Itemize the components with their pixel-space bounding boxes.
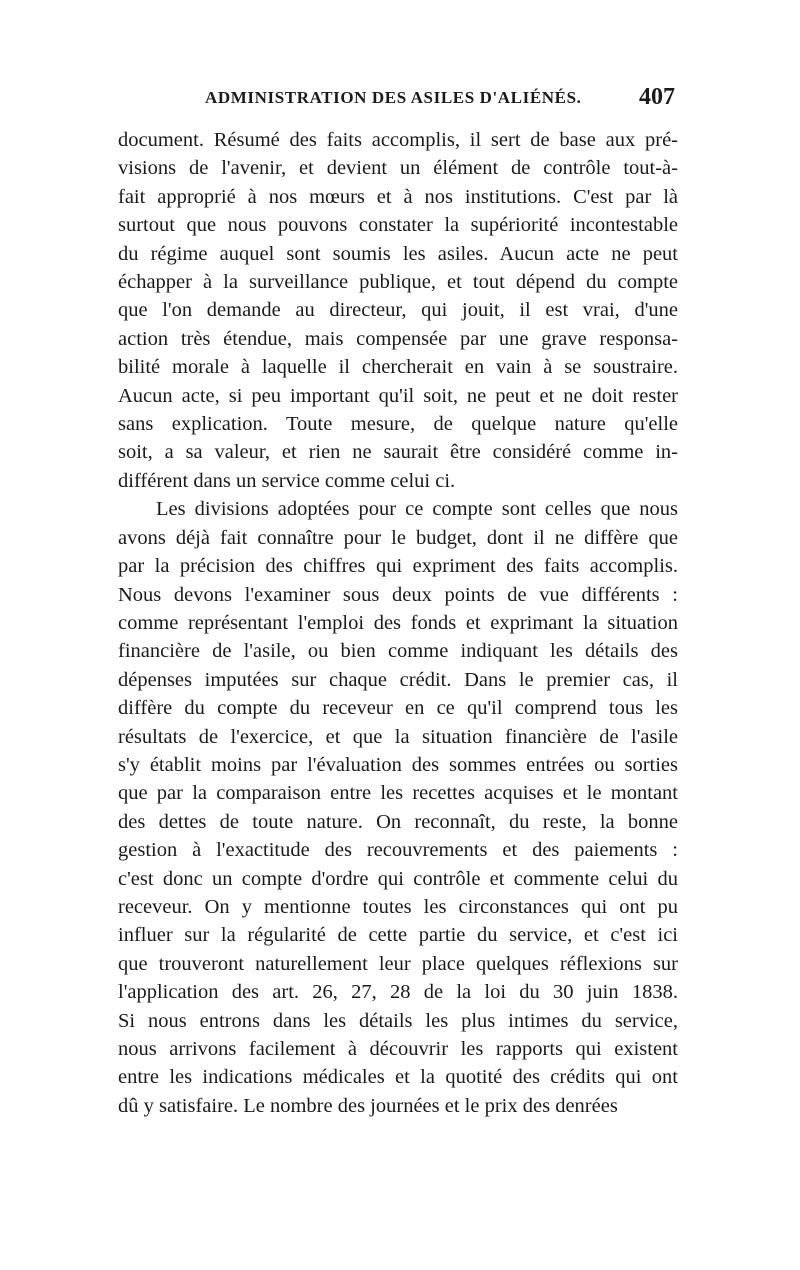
text-line: dû y satisfaire. Le nombre des journées et le prix des denrées — [118, 1094, 618, 1117]
text-line: l'application des art. 26, 27, 28 de la loi du 30 juin 1838. — [118, 981, 678, 1004]
page-header — [205, 86, 675, 126]
text-line: que l'on demande au directeur, qui jouit, il est vrai, d'une — [118, 299, 678, 322]
text-line: dépenses imputées sur chaque crédit. Dans le premier cas, il — [118, 668, 678, 691]
text-line: sans explication. Toute mesure, de quelque nature qu'elle — [118, 413, 678, 436]
text-line: c'est donc un compte d'ordre qui contrôle et commente celui du — [118, 867, 678, 890]
text-line: fait approprié à nos mœurs et à nos institutions. C'est par là — [118, 185, 678, 208]
text-line: comme représentant l'emploi des fonds et exprimant la situation — [118, 611, 678, 634]
text-line: diffère du compte du receveur en ce qu'il comprend tous les — [118, 697, 678, 720]
text-line: action très étendue, mais compensée par une grave responsa- — [118, 327, 678, 350]
text-line: des dettes de toute nature. On reconnaît, du reste, la bonne — [118, 810, 678, 833]
text-line: receveur. On y mentionne toutes les circonstances qui ont pu — [118, 895, 678, 918]
text-line: document. Résumé des faits accomplis, il sert de base aux pré- — [118, 129, 678, 151]
page-number: 407 — [639, 84, 675, 110]
paragraph-1 — [118, 126, 678, 495]
text-line: s'y établit moins par l'évaluation des sommes entrées ou sorties — [118, 753, 678, 776]
text-line: bilité morale à laquelle il chercherait en vain à se soustraire. — [118, 356, 678, 379]
text-line: entre les indications médicales et la quotité des crédits qui ont — [118, 1066, 678, 1089]
text-line: Aucun acte, si peu important qu'il soit, ne peut et ne doit rester — [118, 384, 678, 407]
text-line: que par la comparaison entre les recettes acquises et le montant — [118, 782, 678, 805]
text-line: Les divisions adoptées pour ce compte sont celles que nous — [156, 498, 678, 521]
running-title: ADMINISTRATION DES ASILES D'ALIÉNÉS. — [205, 88, 582, 107]
text-line: surtout que nous pouvons constater la supériorité incontestable — [118, 214, 678, 237]
text-line: Si nous entrons dans les détails les plus intimes du service, — [118, 1009, 678, 1032]
paragraph-2 — [118, 495, 678, 1120]
text-line: gestion à l'exactitude des recouvrements et des paiements : — [118, 839, 678, 862]
text-line: influer sur la régularité de cette partie du service, et c'est ici — [118, 924, 678, 947]
text-line: résultats de l'exercice, et que la situation financière de l'asile — [118, 725, 678, 748]
text-line: différent dans un service comme celui ci. — [118, 469, 456, 492]
text-line: soit, a sa valeur, et rien ne saurait être considéré comme in- — [118, 441, 678, 464]
text-line: nous arrivons facilement à découvrir les rapports qui existent — [118, 1038, 678, 1060]
body-text — [118, 126, 678, 1120]
text-line: du régime auquel sont soumis les asiles. Aucun acte ne peut — [118, 242, 678, 265]
text-line: financière de l'asile, ou bien comme indiquant les détails des — [118, 640, 678, 663]
text-line: avons déjà fait connaître pour le budget, dont il ne diffère que — [118, 526, 678, 549]
text-line: visions de l'avenir, et devient un élément de contrôle tout-à- — [118, 157, 678, 180]
text-line: Nous devons l'examiner sous deux points de vue différents : — [118, 583, 678, 606]
text-line: échapper à la surveillance publique, et tout dépend du compte — [118, 271, 678, 294]
text-line: par la précision des chiffres qui expriment des faits accomplis. — [118, 555, 678, 578]
text-line: que trouveront naturellement leur place quelques réflexions sur — [118, 952, 678, 975]
